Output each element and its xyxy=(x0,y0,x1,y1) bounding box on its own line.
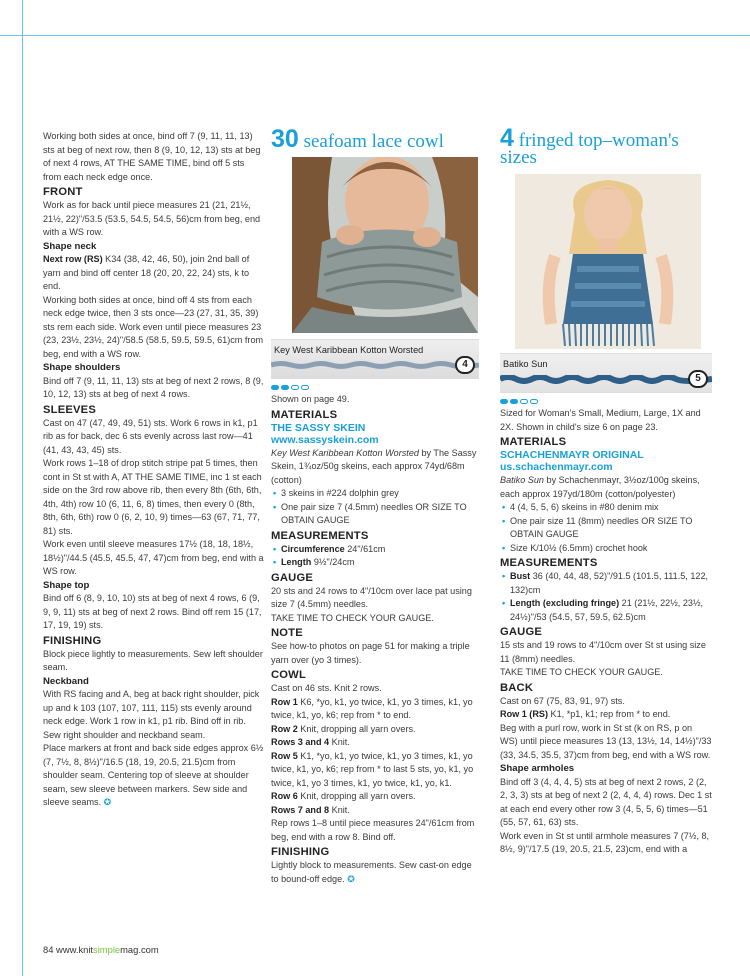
end-mark-icon: ✪ xyxy=(347,873,355,884)
row-body: K6, *yo, k1, yo twice, k1, yo 3 times, k1, yo twice, k1, yo, k6; rep from * to end. xyxy=(271,696,473,720)
brand-name: THE SASSY SKEIN xyxy=(271,421,366,434)
measure-value: 21 (21½, 22½, 23½, 24½)"/53 (54.5, 57, 59.5, 62.5)cm xyxy=(510,598,704,622)
list-item: • One pair size 11 (8mm) needles OR SIZE TO OBTAIN GAUGE xyxy=(500,515,712,542)
yarn-label: Key West Karibbean Kotton Worsted xyxy=(274,345,424,355)
note-text: See how-to photos on page 51 for making a triple yarn over (yo 3 times). xyxy=(271,641,470,665)
sew-text: Sew right shoulder and neckband seam. xyxy=(43,729,206,740)
fringed-top-illustration xyxy=(515,174,701,349)
top-rule xyxy=(0,35,750,36)
row-5 xyxy=(271,750,479,791)
yarn-strand-icon xyxy=(500,375,712,384)
heading-materials: MATERIALS xyxy=(271,408,338,421)
finishing-text: Block piece lightly to measurements. Sew left shoulder seam. xyxy=(43,648,263,672)
subheading-neckband: Neckband xyxy=(43,675,89,687)
measurements-list xyxy=(271,543,479,570)
heading-measurements: MEASUREMENTS xyxy=(500,557,598,569)
brand-url[interactable]: www.sassyskein.com xyxy=(271,433,379,446)
brand-url[interactable]: us.schachenmayr.com xyxy=(500,461,613,473)
row-2 xyxy=(271,723,479,737)
armholes-text-1: Bind off 3 (4, 4, 4, 5) sts at beg of next 2 rows, 2 (2, 2, 3, 3) sts at beg of next 2 (2, 4, 4, 4) rows. Dec 1 st at each end every other row 3 (4, 5, 5, 6) times—51 (55, 57, 61, 63) sts. xyxy=(500,776,712,827)
measure-label: Circumference xyxy=(281,543,345,554)
list-item xyxy=(500,597,712,624)
heading-gauge: GAUGE xyxy=(271,571,314,584)
next-row-label: Next row (RS) xyxy=(43,254,103,264)
rows-7-8 xyxy=(271,804,479,818)
sleeves-text-1: Cast on 47 (47, 49, 49, 51) sts. Work 6 rows in k1, p1 rib as for back, dec 6 sts evenly across last row—41 (41, 43, 43, 45) sts. xyxy=(43,417,258,455)
row-body: Knit. xyxy=(329,804,350,815)
markers-text xyxy=(43,742,265,810)
finishing-cowl-body: Lightly block to measurements. Sew cast-on edge to bound-off edge. xyxy=(271,860,472,884)
list-item xyxy=(500,570,712,597)
heading-finishing: FINISHING xyxy=(43,634,102,647)
list-item: • One pair size 7 (4.5mm) needles OR SIZE TO OBTAIN GAUGE xyxy=(271,501,479,528)
measure-label: Length (excluding fringe) xyxy=(510,598,620,608)
back-body-text: Beg with a purl row, work in St st (k on RS, p on WS) until piece measures 13 (13, 13½, 14, 14½)"/33 (33, 34.5, 35.5, 37)cm from beg, end with a WS row. xyxy=(500,722,712,760)
row-label: Rows 7 and 8 xyxy=(271,804,330,815)
yarn-desc-body: by The Sassy Skein, 1¾oz/50g skeins, each approx 74yd/68m (cotton) xyxy=(271,447,477,485)
left-rule xyxy=(22,0,23,976)
pattern-name: fringed top–woman's sizes xyxy=(500,130,679,168)
yarn-weight-badge: 5 xyxy=(688,370,708,388)
shown-text: Shown on page 49. xyxy=(271,394,350,404)
yarn-strand-icon xyxy=(271,361,479,370)
column-3 xyxy=(500,124,712,857)
row-body: K1, *yo, k1, yo twice, k1, yo 3 times, k1, yo twice, k1, yo, k6; rep from * to last 5 sts, yo, k1, yo twice, k1, yo 3 times, k1, yo twice, k1, yo, k1. xyxy=(271,750,474,788)
gauge-text: 20 sts and 24 rows to 4"/10cm over lace pat using size 7 (4.5mm) needles. xyxy=(271,585,472,609)
list-item: • 4 (4, 5, 5, 6) skeins in #80 denim mix xyxy=(500,501,712,515)
yarn-swatch-top xyxy=(500,353,712,393)
yarn-description xyxy=(271,447,479,488)
column-1 xyxy=(43,130,265,810)
list-item: • 3 skeins in #224 dolphin grey xyxy=(271,487,479,501)
yarn-weight-badge: 4 xyxy=(455,356,475,374)
list-item xyxy=(271,556,479,570)
footer-url-part: mag.com xyxy=(120,944,159,955)
finishing-cowl-text xyxy=(271,859,479,886)
heading-gauge: GAUGE xyxy=(500,626,543,638)
armholes-text-2: Work even in St st until armhole measures 7 (7½, 8, 8½, 9)"/17.5 (19, 20.5, 21.5, 23)cm, end with a xyxy=(500,830,710,854)
intro-text: Working both sides at once, bind off 7 (9, 11, 11, 13) sts at beg of next row, then 8 (9, 10, 12, 13) sts at beg of next 4 rows, AT THE SAME TIME, bind off 5 sts from each neck edge once. xyxy=(43,131,261,182)
yarn-name: Batiko Sun xyxy=(500,475,544,485)
measure-label: Length xyxy=(281,557,312,567)
row-label: Row 5 xyxy=(271,750,298,761)
cowl-cast-on: Cast on 46 sts. Knit 2 rows. xyxy=(271,683,382,693)
cowl-photo-illustration xyxy=(292,157,478,333)
row-label: Row 1 (RS) xyxy=(500,709,548,719)
sleeves-text-2: Work rows 1–18 of drop stitch stripe pat 5 times, then cont in St st with A, AT THE SAME TIME, inc 1 st each side on the 3rd row above rib, then every 8th (6th, 6th, 4th, 4th) row 10 (6, 11, 6, 8) times, then every 0 (8th, 8th, 6th, 6th) row 0 (6, 2, 10, 9) times—63 (67, 71, 77, 81) sts. xyxy=(43,458,262,536)
rows-3-4 xyxy=(271,736,479,750)
pattern-number: 4 xyxy=(500,124,514,152)
repeat-text: Rep rows 1–8 until piece measures 24"/61cm from beg, end with a row 8. Bind off. xyxy=(271,818,475,842)
markers-body: Place markers at front and back side edges approx 6½ (7, 7½, 8, 8½)"/16.5 (18, 19, 20.5, 21.5)cm from shoulder seam. Centering top of sleeve at shoulder seam, sew sleeve between markers. Sew side and sleeve seams. xyxy=(43,743,264,807)
row-body: Knit, dropping all yarn overs. xyxy=(297,791,416,801)
heading-sleeves: SLEEVES xyxy=(43,403,97,416)
fringed-top-photo xyxy=(515,174,701,349)
cowl-photo xyxy=(292,157,478,333)
gauge-check: TAKE TIME TO CHECK YOUR GAUGE. xyxy=(271,612,434,623)
pattern-title-4 xyxy=(500,124,712,168)
measure-value: 36 (40, 44, 48, 52)"/91.5 (101.5, 111.5, 122, 132)cm xyxy=(510,571,709,595)
row-body: Knit, dropping all yarn overs. xyxy=(297,723,416,734)
top-text: Bind off 6 (8, 9, 10, 10) sts at beg of next 4 rows, 6 (9, 9, 9, 11) sts at beg of next 2 rows. Bind off rem 15 (17, 17, 19, 19) sts. xyxy=(43,593,262,630)
footer-url-part: simple xyxy=(93,944,121,955)
subheading-shape-neck: Shape neck xyxy=(43,240,97,252)
sleeves-text-3: Work even until sleeve measures 17½ (18, 18, 18½, 18½)"/44.5 (45.5, 45.5, 47, 47)cm from beg, end with a WS row. xyxy=(43,539,264,576)
front-text: Work as for back until piece measures 21 (21, 21½, 21½, 22)"/53.5 (53.5, 54.5, 54.5, 56)cm from beg, end with a WS row. xyxy=(43,200,261,237)
row-body: Knit. xyxy=(329,737,350,747)
yarn-name: Key West Karibbean Kotton Worsted xyxy=(271,447,419,458)
heading-note: NOTE xyxy=(271,627,303,639)
back-row-1 xyxy=(500,708,712,722)
row-label: Row 2 xyxy=(271,723,298,734)
gauge-text: 15 sts and 19 rows to 4"/10cm over St st using size 11 (8mm) needles. xyxy=(500,640,706,664)
pattern-name: seafoam lace cowl xyxy=(303,131,444,152)
row-1 xyxy=(271,696,479,723)
measure-value: 24"/61cm xyxy=(344,543,386,554)
footer-url-part: www.knit xyxy=(53,944,94,955)
row-label: Row 6 xyxy=(271,791,298,801)
measure-label: Bust xyxy=(510,571,531,581)
materials-list xyxy=(271,487,479,528)
list-item xyxy=(271,543,479,557)
list-item: • Size K/10½ (6.5mm) crochet hook xyxy=(500,542,712,556)
neckband-text: With RS facing and A, beg at back right shoulder, pick up and k 103 (107, 107, 111, 115) sts evenly around neck edge. Work 1 row in k1, p1 rib. Bind off in rib. xyxy=(43,689,260,726)
heading-measurements: MEASUREMENTS xyxy=(271,529,369,542)
pattern-title-30 xyxy=(271,125,479,153)
sized-text: Sized for Woman's Small, Medium, Large, 1X and 2X. Shown in child's size 6 on page 23. xyxy=(500,408,701,432)
yarn-description xyxy=(500,474,712,501)
heading-cowl: COWL xyxy=(271,669,306,681)
neck-text-1-body: K34 (38, 42, 46, 50), join 2nd ball of yarn and bind off center 18 (20, 20, 22, 24) sts, k to end. xyxy=(43,254,250,291)
yarn-swatch-cowl xyxy=(271,339,479,379)
column-2 xyxy=(271,125,479,886)
heading-front: FRONT xyxy=(43,186,83,198)
end-mark-icon: ✪ xyxy=(103,797,112,807)
brand-name: SCHACHENMAYR ORIGINAL xyxy=(500,449,644,461)
neck-text-1 xyxy=(43,253,265,294)
row-6 xyxy=(271,790,479,804)
heading-finishing-cowl: FINISHING xyxy=(271,846,330,858)
heading-materials: MATERIALS xyxy=(500,436,567,448)
gauge-check: TAKE TIME TO CHECK YOUR GAUGE. xyxy=(500,667,663,677)
skill-level-indicator xyxy=(271,385,479,390)
yarn-label: Batiko Sun xyxy=(503,359,548,369)
page-footer xyxy=(43,944,159,955)
measurements-list xyxy=(500,570,712,624)
shoulders-text: Bind off 7 (9, 11, 11, 13) sts at beg of next 2 rows, 8 (9, 10, 12, 13) sts at beg of next 4 rows. xyxy=(43,375,264,399)
row-label: Row 1 xyxy=(271,696,298,707)
row-label: Rows 3 and 4 xyxy=(271,737,330,747)
pattern-number: 30 xyxy=(271,125,299,153)
row-body: K1, *p1, k1; rep from * to end. xyxy=(548,709,671,719)
back-cast-on: Cast on 67 (75, 83, 91, 97) sts. xyxy=(500,695,625,706)
heading-back: BACK xyxy=(500,681,534,694)
materials-list xyxy=(500,501,712,555)
subheading-shape-armholes: Shape armholes xyxy=(500,763,575,774)
subheading-shape-shoulders: Shape shoulders xyxy=(43,362,121,373)
neck-text-2: Working both sides at once, bind off 4 sts from each neck edge twice, then 3 sts once—23 (27, 31, 35, 39) sts rem each side. Work even until piece measures 23 (23, 23½, 23½, 24)"/58.5 (58.5, 59.5, 59.5, 61)cm from beg, end with a WS row. xyxy=(43,294,264,359)
page-number: 84 xyxy=(43,944,54,955)
skill-level-indicator xyxy=(500,399,712,404)
subheading-shape-top: Shape top xyxy=(43,579,90,591)
yarn-desc-body: by Schachenmayr, 3½oz/100g skeins, each approx 197yd/180m (cotton/polyester) xyxy=(500,475,700,499)
measure-value: 9½"/24cm xyxy=(311,557,355,567)
